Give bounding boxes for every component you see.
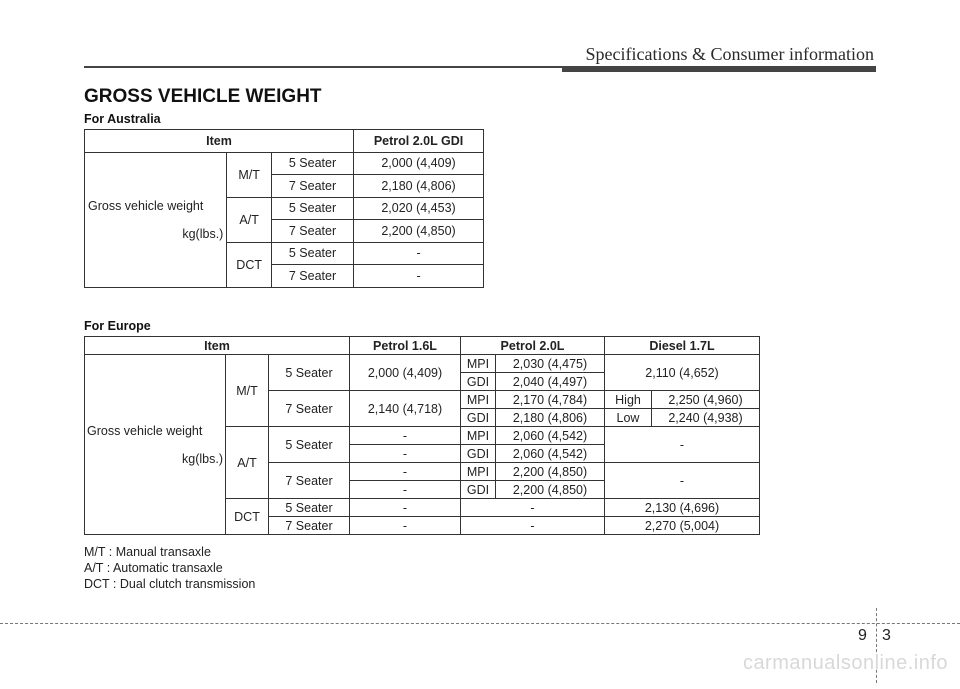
table-header-row bbox=[85, 337, 760, 355]
seat-cell: 5 Seater bbox=[271, 197, 353, 220]
engine-type-cell: GDI bbox=[461, 445, 496, 463]
engine-type-cell: MPI bbox=[461, 427, 496, 445]
australia-table bbox=[84, 129, 484, 288]
europe-heading: For Europe bbox=[84, 319, 151, 333]
engine-type-cell: MPI bbox=[461, 463, 496, 481]
value-cell: - bbox=[350, 481, 461, 499]
value-cell: 2,060 (4,542) bbox=[496, 427, 605, 445]
footnote-mt: M/T : Manual transaxle bbox=[84, 545, 211, 559]
seat-cell: 7 Seater bbox=[271, 175, 353, 198]
value-cell: 2,000 (4,409) bbox=[350, 355, 461, 391]
value-cell: - bbox=[350, 463, 461, 481]
footnote-at: A/T : Automatic transaxle bbox=[84, 561, 223, 575]
engine-type-cell: GDI bbox=[461, 409, 496, 427]
seat-cell: 7 Seater bbox=[269, 391, 350, 427]
col-petrol-20: Petrol 2.0L bbox=[461, 337, 605, 355]
table-row bbox=[85, 355, 760, 373]
value-cell: - bbox=[605, 463, 760, 499]
table-row bbox=[85, 152, 484, 175]
row-label-gvw: Gross vehicle weight kg(lbs.) bbox=[85, 355, 226, 535]
trans-dct: DCT bbox=[227, 242, 272, 287]
chapter-number: 9 bbox=[858, 627, 867, 644]
value-cell: 2,140 (4,718) bbox=[350, 391, 461, 427]
value-cell: 2,240 (4,938) bbox=[652, 409, 760, 427]
page-title: GROSS VEHICLE WEIGHT bbox=[84, 86, 322, 107]
seat-cell: 5 Seater bbox=[269, 427, 350, 463]
engine-type-cell: MPI bbox=[461, 391, 496, 409]
value-cell: 2,270 (5,004) bbox=[605, 517, 760, 535]
col-petrol-16: Petrol 1.6L bbox=[350, 337, 461, 355]
value-cell: - bbox=[350, 517, 461, 535]
value-cell: 2,030 (4,475) bbox=[496, 355, 605, 373]
col-item: Item bbox=[85, 337, 350, 355]
diesel-type-cell: Low bbox=[605, 409, 652, 427]
value-cell: - bbox=[350, 427, 461, 445]
footnote-dct: DCT : Dual clutch transmission bbox=[84, 577, 256, 591]
seat-cell: 5 Seater bbox=[269, 355, 350, 391]
engine-type-cell: GDI bbox=[461, 481, 496, 499]
value-cell: 2,020 (4,453) bbox=[354, 197, 484, 220]
seat-cell: 7 Seater bbox=[271, 265, 353, 288]
seat-cell: 5 Seater bbox=[269, 499, 350, 517]
seat-cell: 7 Seater bbox=[269, 463, 350, 499]
engine-type-cell: MPI bbox=[461, 355, 496, 373]
row-label-gvw: Gross vehicle weight kg(lbs.) bbox=[85, 152, 227, 287]
value-cell: 2,180 (4,806) bbox=[354, 175, 484, 198]
watermark: carmanualsonline.info bbox=[742, 652, 948, 674]
table-header-row bbox=[85, 130, 484, 153]
seat-cell: 7 Seater bbox=[269, 517, 350, 535]
diesel-type-cell: High bbox=[605, 391, 652, 409]
value-cell: 2,250 (4,960) bbox=[652, 391, 760, 409]
seat-cell: 5 Seater bbox=[271, 242, 353, 265]
value-cell: - bbox=[461, 517, 605, 535]
value-cell: 2,200 (4,850) bbox=[496, 481, 605, 499]
value-cell: - bbox=[605, 427, 760, 463]
value-cell: - bbox=[350, 445, 461, 463]
seat-cell: 7 Seater bbox=[271, 220, 353, 243]
footer-rule bbox=[0, 623, 960, 624]
footnotes bbox=[84, 544, 255, 592]
value-cell: 2,130 (4,696) bbox=[605, 499, 760, 517]
value-cell: 2,200 (4,850) bbox=[354, 220, 484, 243]
value-cell: 2,170 (4,784) bbox=[496, 391, 605, 409]
trans-at: A/T bbox=[226, 427, 269, 499]
value-cell: - bbox=[461, 499, 605, 517]
trans-mt: M/T bbox=[226, 355, 269, 427]
value-cell: 2,040 (4,497) bbox=[496, 373, 605, 391]
value-cell: 2,180 (4,806) bbox=[496, 409, 605, 427]
australia-heading: For Australia bbox=[84, 112, 161, 126]
value-cell: 2,000 (4,409) bbox=[354, 152, 484, 175]
value-cell: - bbox=[350, 499, 461, 517]
col-petrol-20-gdi: Petrol 2.0L GDI bbox=[354, 130, 484, 153]
value-cell: 2,200 (4,850) bbox=[496, 463, 605, 481]
seat-cell: 5 Seater bbox=[271, 152, 353, 175]
engine-type-cell: GDI bbox=[461, 373, 496, 391]
col-item: Item bbox=[85, 130, 354, 153]
page-number: 3 bbox=[882, 627, 891, 644]
trans-dct: DCT bbox=[226, 499, 269, 535]
value-cell: 2,110 (4,652) bbox=[605, 355, 760, 391]
trans-mt: M/T bbox=[227, 152, 272, 197]
section-title: Specifications & Consumer information bbox=[585, 44, 874, 64]
trans-at: A/T bbox=[227, 197, 272, 242]
header-tab-bar bbox=[562, 66, 876, 72]
col-diesel-17: Diesel 1.7L bbox=[605, 337, 760, 355]
value-cell: 2,060 (4,542) bbox=[496, 445, 605, 463]
value-cell: - bbox=[354, 242, 484, 265]
value-cell: - bbox=[354, 265, 484, 288]
europe-table bbox=[84, 336, 760, 535]
